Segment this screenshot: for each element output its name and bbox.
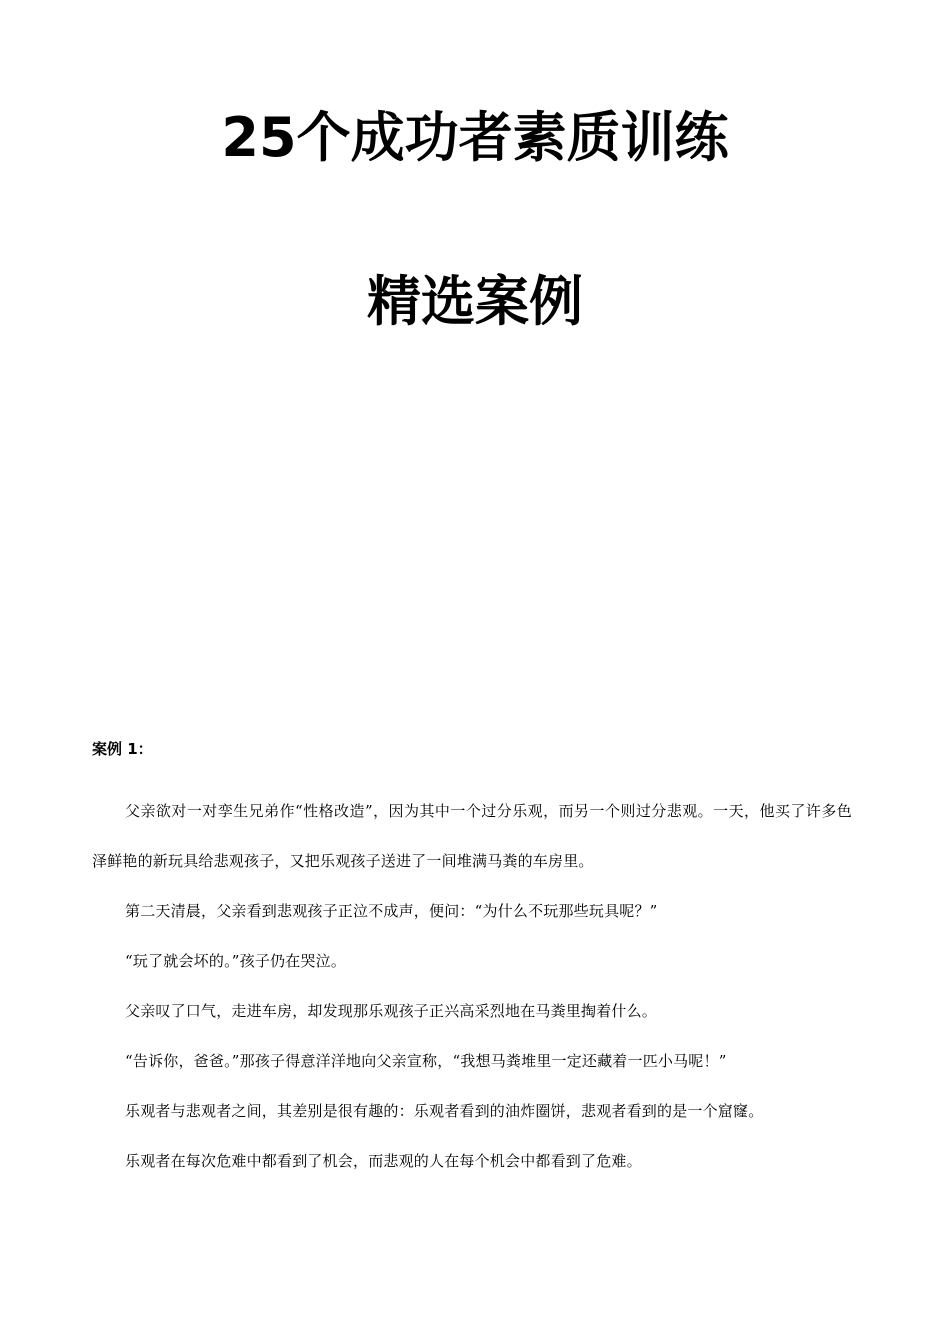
paragraph: “告诉你，爸爸。”那孩子得意洋洋地向父亲宣称，“我想马粪堆里一定还藏着一匹小马呢！” [125, 1052, 727, 1070]
paragraph: 第二天清晨，父亲看到悲观孩子正泣不成声，便问：“为什么不玩那些玩具呢？” [125, 902, 658, 920]
case-heading: 案例 1： [92, 740, 153, 758]
document-title: 25个成功者素质训练 [221, 106, 729, 169]
paragraph: 乐观者与悲观者之间，其差别是很有趣的：乐观者看到的油炸圈饼，悲观者看到的是一个窟窿。 [125, 1102, 764, 1120]
paragraph: 父亲欲对一对孪生兄弟作“性格改造”，因为其中一个过分乐观，而另一个则过分悲观。一天，他买了许多色泽鲜艳的新玩具给悲观孩子，又把乐观孩子送进了一间堆满马粪的车房里。 [92, 802, 852, 870]
document-subtitle: 精选案例 [367, 270, 583, 333]
paragraph: 乐观者在每次危难中都看到了机会，而悲观的人在每个机会中都看到了危难。 [125, 1152, 642, 1170]
paragraph: “玩了就会坏的。”孩子仍在哭泣。 [125, 952, 347, 970]
case-body [92, 786, 852, 1186]
paragraph: 父亲叹了口气，走进车房，却发现那乐观孩子正兴高采烈地在马粪里掏着什么。 [125, 1002, 658, 1020]
